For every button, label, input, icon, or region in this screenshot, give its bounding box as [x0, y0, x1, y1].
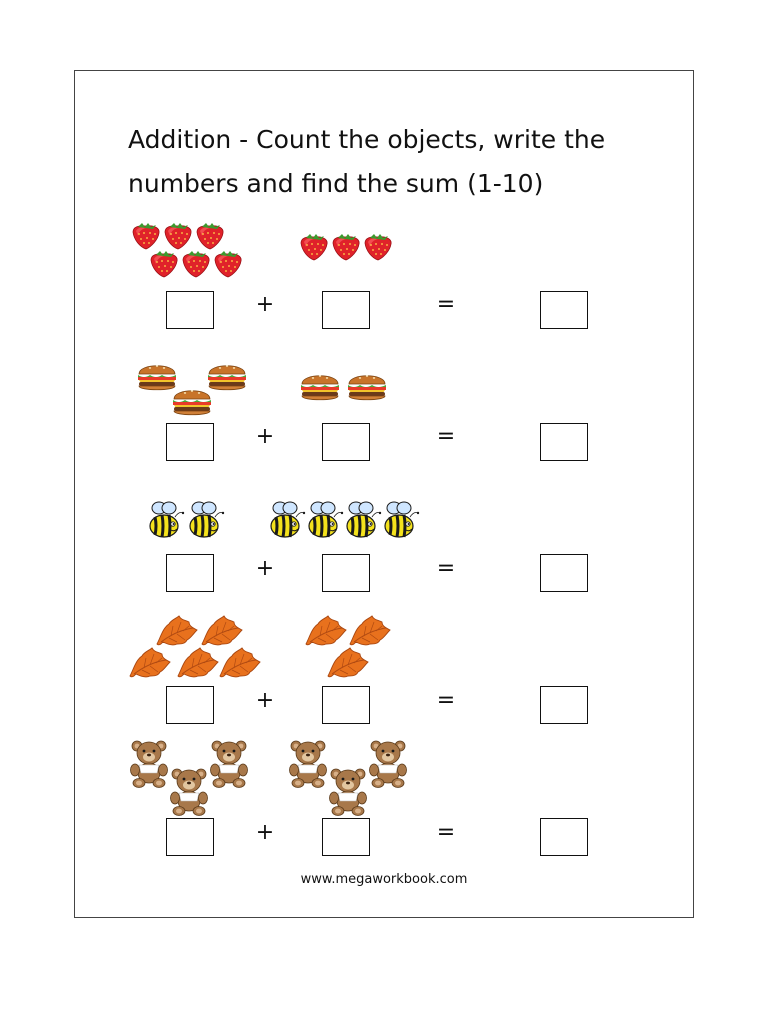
teddy-bear-icon — [287, 740, 329, 788]
strawberry-icon — [148, 250, 180, 278]
title-line-1: Addition - Count the objects, write the — [128, 125, 606, 154]
teddy-bear-icon — [128, 740, 170, 788]
leaf-icon — [348, 614, 392, 650]
worksheet-title — [128, 118, 668, 206]
teddy-bear-icon — [168, 768, 210, 816]
answer-box-sum[interactable] — [540, 291, 588, 329]
leaf-icon — [326, 646, 370, 682]
leaf-icon — [200, 614, 244, 650]
strawberry-icon — [298, 233, 330, 261]
answer-box-first-addend[interactable] — [166, 554, 214, 592]
footer-url: www.megaworkbook.com — [300, 872, 468, 887]
bee-icon — [187, 500, 227, 542]
answer-box-second-addend[interactable] — [322, 423, 370, 461]
strawberry-icon — [330, 233, 362, 261]
strawberry-icon — [362, 233, 394, 261]
answer-box-second-addend[interactable] — [322, 554, 370, 592]
strawberry-icon — [130, 222, 162, 250]
answer-box-sum[interactable] — [540, 423, 588, 461]
answer-box-second-addend[interactable] — [322, 818, 370, 856]
plus-sign: + — [255, 820, 275, 845]
leaf-icon — [155, 614, 199, 650]
equals-sign: = — [436, 688, 456, 713]
bee-icon — [268, 500, 308, 542]
plus-sign: + — [255, 292, 275, 317]
answer-box-second-addend[interactable] — [322, 686, 370, 724]
bee-icon — [306, 500, 346, 542]
strawberry-icon — [180, 250, 212, 278]
bee-icon — [147, 500, 187, 542]
bee-icon — [382, 500, 422, 542]
leaf-icon — [304, 614, 348, 650]
answer-box-first-addend[interactable] — [166, 423, 214, 461]
answer-box-sum[interactable] — [540, 818, 588, 856]
strawberry-icon — [162, 222, 194, 250]
answer-box-first-addend[interactable] — [166, 686, 214, 724]
teddy-bear-icon — [367, 740, 409, 788]
answer-box-sum[interactable] — [540, 554, 588, 592]
leaf-icon — [176, 646, 220, 682]
burger-icon — [299, 368, 341, 404]
plus-sign: + — [255, 556, 275, 581]
answer-box-first-addend[interactable] — [166, 291, 214, 329]
leaf-icon — [128, 646, 172, 682]
burger-icon — [346, 368, 388, 404]
title-line-2: numbers and find the sum (1-10) — [128, 169, 544, 198]
teddy-bear-icon — [208, 740, 250, 788]
equals-sign: = — [436, 556, 456, 581]
answer-box-second-addend[interactable] — [322, 291, 370, 329]
equals-sign: = — [436, 424, 456, 449]
plus-sign: + — [255, 688, 275, 713]
equals-sign: = — [436, 292, 456, 317]
answer-box-first-addend[interactable] — [166, 818, 214, 856]
equals-sign: = — [436, 820, 456, 845]
burger-icon — [171, 383, 213, 419]
plus-sign: + — [255, 424, 275, 449]
bee-icon — [344, 500, 384, 542]
teddy-bear-icon — [327, 768, 369, 816]
answer-box-sum[interactable] — [540, 686, 588, 724]
strawberry-icon — [212, 250, 244, 278]
strawberry-icon — [194, 222, 226, 250]
leaf-icon — [218, 646, 262, 682]
